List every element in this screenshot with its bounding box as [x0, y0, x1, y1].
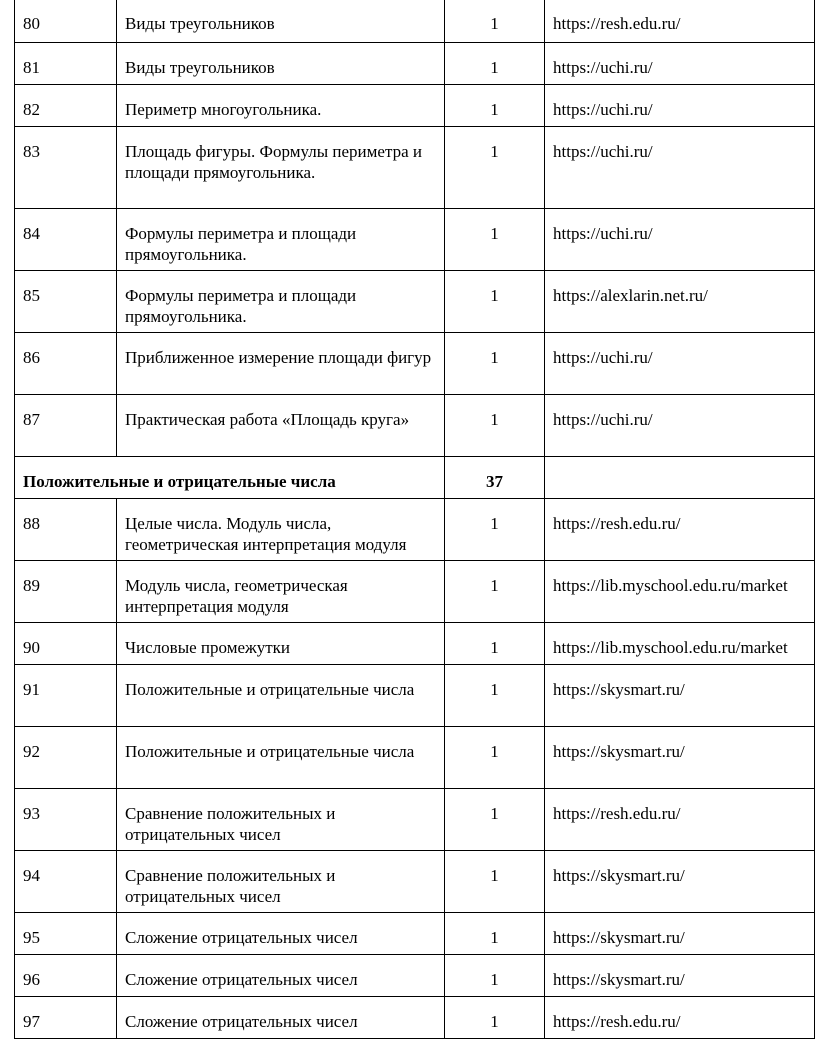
lesson-hours: 1 — [445, 499, 545, 561]
lesson-topic: Виды треугольников — [117, 0, 445, 43]
lesson-topic: Формулы периметра и площади прямоугольника. — [117, 209, 445, 271]
section-row — [15, 457, 815, 499]
lesson-topic: Формулы периметра и площади прямоугольника. — [117, 271, 445, 333]
lesson-topic: Числовые промежутки — [117, 623, 445, 665]
table-row — [15, 997, 815, 1039]
lesson-hours: 1 — [445, 85, 545, 127]
lesson-hours: 1 — [445, 561, 545, 623]
table-row — [15, 209, 815, 271]
resource-link[interactable]: https://skysmart.ru/ — [545, 955, 815, 997]
lesson-plan-table — [14, 0, 815, 1039]
resource-link[interactable]: https://skysmart.ru/ — [545, 851, 815, 913]
resource-link[interactable]: https://resh.edu.ru/ — [545, 997, 815, 1039]
lesson-number: 96 — [15, 955, 117, 997]
resource-link[interactable]: https://uchi.ru/ — [545, 127, 815, 209]
section-hours: 37 — [445, 457, 545, 499]
lesson-number: 92 — [15, 727, 117, 789]
lesson-hours: 1 — [445, 851, 545, 913]
resource-link[interactable]: https://uchi.ru/ — [545, 333, 815, 395]
lesson-number: 97 — [15, 997, 117, 1039]
resource-link[interactable]: https://uchi.ru/ — [545, 209, 815, 271]
lesson-hours: 1 — [445, 623, 545, 665]
lesson-number: 85 — [15, 271, 117, 333]
section-link-cell — [545, 457, 815, 499]
table-row — [15, 851, 815, 913]
lesson-topic: Периметр многоугольника. — [117, 85, 445, 127]
lesson-hours: 1 — [445, 955, 545, 997]
table-row — [15, 561, 815, 623]
lesson-number: 82 — [15, 85, 117, 127]
table-row — [15, 127, 815, 209]
resource-link[interactable]: https://skysmart.ru/ — [545, 665, 815, 727]
lesson-topic: Модуль числа, геометрическая интерпретация модуля — [117, 561, 445, 623]
lesson-number: 88 — [15, 499, 117, 561]
resource-link[interactable]: https://resh.edu.ru/ — [545, 499, 815, 561]
resource-link[interactable]: https://lib.myschool.edu.ru/market — [545, 623, 815, 665]
lesson-hours: 1 — [445, 727, 545, 789]
lesson-hours: 1 — [445, 209, 545, 271]
table-row — [15, 271, 815, 333]
lesson-number: 90 — [15, 623, 117, 665]
lesson-number: 84 — [15, 209, 117, 271]
lesson-number: 80 — [15, 0, 117, 43]
resource-link[interactable]: https://skysmart.ru/ — [545, 913, 815, 955]
resource-link[interactable]: https://uchi.ru/ — [545, 395, 815, 457]
table-row — [15, 665, 815, 727]
resource-link[interactable]: https://uchi.ru/ — [545, 85, 815, 127]
table-row — [15, 85, 815, 127]
table-row — [15, 499, 815, 561]
lesson-topic: Практическая работа «Площадь круга» — [117, 395, 445, 457]
lesson-number: 83 — [15, 127, 117, 209]
lesson-number: 87 — [15, 395, 117, 457]
section-title: Положительные и отрицательные числа — [15, 457, 445, 499]
table-row — [15, 789, 815, 851]
lesson-hours: 1 — [445, 0, 545, 43]
lesson-hours: 1 — [445, 913, 545, 955]
table-row — [15, 43, 815, 85]
lesson-topic: Сложение отрицательных чисел — [117, 955, 445, 997]
lesson-topic: Положительные и отрицательные числа — [117, 727, 445, 789]
table-row — [15, 727, 815, 789]
table-body — [15, 0, 815, 1039]
table-row — [15, 955, 815, 997]
lesson-hours: 1 — [445, 333, 545, 395]
lesson-number: 86 — [15, 333, 117, 395]
lesson-number: 89 — [15, 561, 117, 623]
lesson-number: 93 — [15, 789, 117, 851]
lesson-number: 95 — [15, 913, 117, 955]
table-row — [15, 395, 815, 457]
lesson-number: 91 — [15, 665, 117, 727]
resource-link[interactable]: https://uchi.ru/ — [545, 43, 815, 85]
resource-link[interactable]: https://alexlarin.net.ru/ — [545, 271, 815, 333]
lesson-hours: 1 — [445, 43, 545, 85]
table-row — [15, 913, 815, 955]
lesson-topic: Виды треугольников — [117, 43, 445, 85]
lesson-hours: 1 — [445, 997, 545, 1039]
table-row — [15, 0, 815, 43]
lesson-topic: Целые числа. Модуль числа, геометрическая интерпретация модуля — [117, 499, 445, 561]
lesson-hours: 1 — [445, 789, 545, 851]
table-row — [15, 623, 815, 665]
resource-link[interactable]: https://resh.edu.ru/ — [545, 0, 815, 43]
resource-link[interactable]: https://resh.edu.ru/ — [545, 789, 815, 851]
lesson-topic: Приближенное измерение площади фигур — [117, 333, 445, 395]
lesson-topic: Площадь фигуры. Формулы периметра и площади прямоугольника. — [117, 127, 445, 209]
lesson-topic: Сложение отрицательных чисел — [117, 997, 445, 1039]
resource-link[interactable]: https://skysmart.ru/ — [545, 727, 815, 789]
lesson-number: 94 — [15, 851, 117, 913]
lesson-number: 81 — [15, 43, 117, 85]
lesson-hours: 1 — [445, 665, 545, 727]
resource-link[interactable]: https://lib.myschool.edu.ru/market — [545, 561, 815, 623]
lesson-topic: Сложение отрицательных чисел — [117, 913, 445, 955]
table-row — [15, 333, 815, 395]
lesson-topic: Сравнение положительных и отрицательных чисел — [117, 789, 445, 851]
lesson-hours: 1 — [445, 127, 545, 209]
lesson-topic: Сравнение положительных и отрицательных чисел — [117, 851, 445, 913]
lesson-hours: 1 — [445, 271, 545, 333]
lesson-hours: 1 — [445, 395, 545, 457]
lesson-topic: Положительные и отрицательные числа — [117, 665, 445, 727]
